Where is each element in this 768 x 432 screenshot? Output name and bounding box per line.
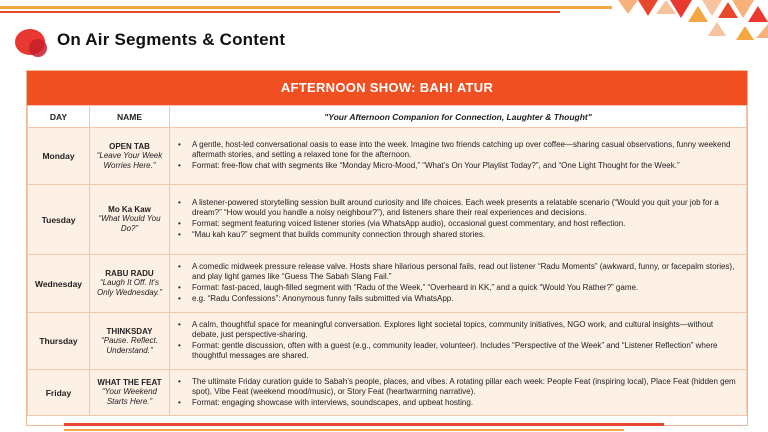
description-bullet: • A calm, thoughtful space for meaningful conversation. Explores light societal topics, community initiatives, NGO work, and cultural insights—without debate, just perspective-sharing. [192,320,740,340]
segment-subtitle: “What Would You Do?” [98,214,161,233]
segment-subtitle: “Pause. Reflect. Understand.” [101,335,158,355]
schedule-panel [26,70,748,426]
top-decor-stripe-thin [0,11,560,13]
table-row [28,255,747,313]
description-bullet: • Format: segment featuring voiced listener stories (via WhatsApp audio), occasional guest commentary, and host reflection. [192,219,740,229]
segment-description [170,370,747,416]
description-bullet: • A gentle, host-led conversational oasis to ease into the week. Imagine two friends catching up over coffee—sharing casual observations, funny weekend aftermath stories, and setting a relaxed tone for the afternoon. [192,140,740,160]
table-row [28,185,747,255]
segment-name-cell [90,185,170,255]
day-cell: Monday [28,128,90,185]
segment-description [170,255,747,313]
segment-title: OPEN TAB [109,141,150,151]
segment-name-cell [90,128,170,185]
description-bullet: • A listener-powered storytelling session built around curiosity and life choices. Each week presents a relatable scenario (“Would you quit your job for a dream?” “How would you handle a noisy neighbour?”), and listeners share their real experiences and decisions. [192,198,740,218]
corner-triangle-pattern [608,0,768,40]
description-bullet: • “Mau kah kau?” segment that builds community connection through shared stories. [192,230,740,240]
table-row [28,370,747,416]
day-cell: Tuesday [28,185,90,255]
description-bullet: • e.g. “Radu Confessions”: Anonymous funny fails submitted via WhatsApp. [192,294,740,304]
segment-description [170,128,747,185]
segment-title: THINKSDAY [106,326,153,336]
bottom-decor-stripe-thin [64,429,624,431]
table-row [28,128,747,185]
segment-subtitle: “Your Weekend Starts Here.” [102,387,157,406]
segment-subtitle: “Laugh It Off. It’s Only Wednesday.” [96,278,163,297]
segment-title: RABU RADU [105,269,154,279]
segment-name-cell [90,370,170,416]
description-bullet: • A comedic midweek pressure release valve. Hosts share hilarious personal fails, read out listener “Radu Moments” (awkward, funny, or facepalm stories), and play light games like “Guess The Sabah Slang Fail.” [192,262,740,282]
description-bullet: • Format: engaging showcase with interviews, soundscapes, and upbeat hosting. [192,398,740,408]
segment-title: WHAT THE FEAT [97,378,162,388]
segments-table [27,105,747,416]
header-name: NAME [90,106,170,128]
day-cell: Thursday [28,313,90,370]
bottom-decor-stripe [64,423,664,426]
table-row [28,313,747,370]
logo-mark [15,29,45,55]
top-decor-stripe [0,6,612,9]
description-bullet: • Format: fast-paced, laugh-filled segment with “Radu of the Week,” “Overheard in KK,” and a quick “Would You Rather?” game. [192,283,740,293]
header-day: DAY [28,106,90,128]
table-header-row [28,106,747,128]
show-banner: AFTERNOON SHOW: BAH! ATUR [27,71,747,105]
description-bullet: • The ultimate Friday curation guide to Sabah’s people, places, and vibes. A rotating pillar each week: People Feat (inspiring local), Place Feat (hidden gem spot), Vibe Feat (weekend mood/music), or Story Feat (heartwarming narrative). [192,377,740,397]
description-bullet: • Format: free-flow chat with segments like “Monday Micro-Mood,” “What’s On Your Playlist Today?”, and “One Light Thought for the Week.” [192,161,740,171]
page-title: On Air Segments & Content [57,30,286,49]
header-tagline: "Your Afternoon Companion for Connection, Laughter & Thought" [170,106,747,128]
segment-name-cell [90,255,170,313]
segment-description [170,185,747,255]
day-cell: Friday [28,370,90,416]
segment-description [170,313,747,370]
description-bullet: • Format: gentle discussion, often with a guest (e.g., community leader, volunteer). Includes “Perspective of the Week” and “Listener Reflection” where thoughtful messages are shared. [192,341,740,361]
segment-subtitle: “Leave Your Week Worries Here.” [96,150,163,170]
day-cell: Wednesday [28,255,90,313]
segment-name-cell [90,313,170,370]
segment-title: Mo Ka Kaw [108,205,151,215]
